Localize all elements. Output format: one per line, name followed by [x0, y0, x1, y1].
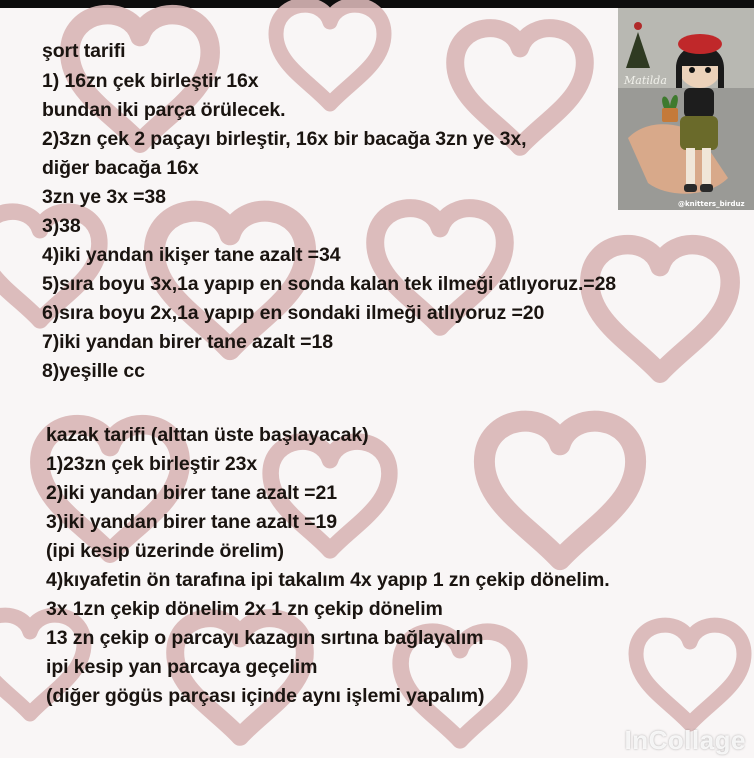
shorts-recipe-line: diğer bacağa 16x	[42, 157, 199, 179]
shorts-recipe-title: şort tarifi	[42, 40, 126, 62]
shorts-recipe-line: bundan iki parça örülecek.	[42, 99, 286, 121]
photo-credit-label: @knitters_birduz	[678, 200, 745, 208]
sweater-recipe-line: 3)iki yandan birer tane azalt =19	[46, 511, 337, 533]
doll-name-label: Matilda	[624, 74, 667, 87]
sweater-recipe-line: 1)23zn çek birleştir 23x	[46, 453, 258, 475]
shorts-recipe-line: 6)sıra boyu 2x,1a yapıp en sondaki ilmeği atlıyoruz =20	[42, 302, 545, 324]
shorts-recipe-line: 7)iki yandan birer tane azalt =18	[42, 331, 333, 353]
sweater-recipe-line: (ipi kesip üzerinde örelim)	[46, 540, 284, 562]
shorts-recipe-line: 8)yeşille cc	[42, 360, 145, 382]
sweater-recipe-line: 3x 1zn çekip dönelim 2x 1 zn çekip dönelim	[46, 598, 443, 620]
doll-illustration	[618, 8, 754, 210]
sweater-recipe-line: 2)iki yandan birer tane azalt =21	[46, 482, 337, 504]
shorts-recipe-line: 5)sıra boyu 3x,1a yapıp en sonda kalan tek ilmeği atlıyoruz.=28	[42, 273, 617, 295]
amigurumi-doll-photo	[618, 8, 754, 210]
shorts-recipe-line: 1) 16zn çek birleştir 16x	[42, 70, 259, 92]
incollage-watermark: InCollage	[624, 725, 746, 755]
shorts-recipe-line: 3)38	[42, 215, 81, 237]
sweater-recipe-line: 13 zn çekip o parcayı kazagın sırtına bağlayalım	[46, 627, 484, 649]
shorts-recipe-line: 4)iki yandan ikişer tane azalt =34	[42, 244, 341, 266]
sweater-recipe-title: kazak tarifi (alttan üste başlayacak)	[46, 424, 369, 446]
sweater-recipe-line: 4)kıyafetin ön tarafına ipi takalım 4x yapıp 1 zn çekip dönelim.	[46, 569, 610, 591]
shorts-recipe-line: 2)3zn çek 2 paçayı birleştir, 16x bir bacağa 3zn ye 3x,	[42, 128, 527, 150]
sweater-recipe-line: (diğer gögüs parçası içinde aynı işlemi yapalım)	[46, 685, 485, 707]
sweater-recipe-line: ipi kesip yan parcaya geçelim	[46, 656, 318, 678]
shorts-recipe-line: 3zn ye 3x =38	[42, 186, 166, 208]
